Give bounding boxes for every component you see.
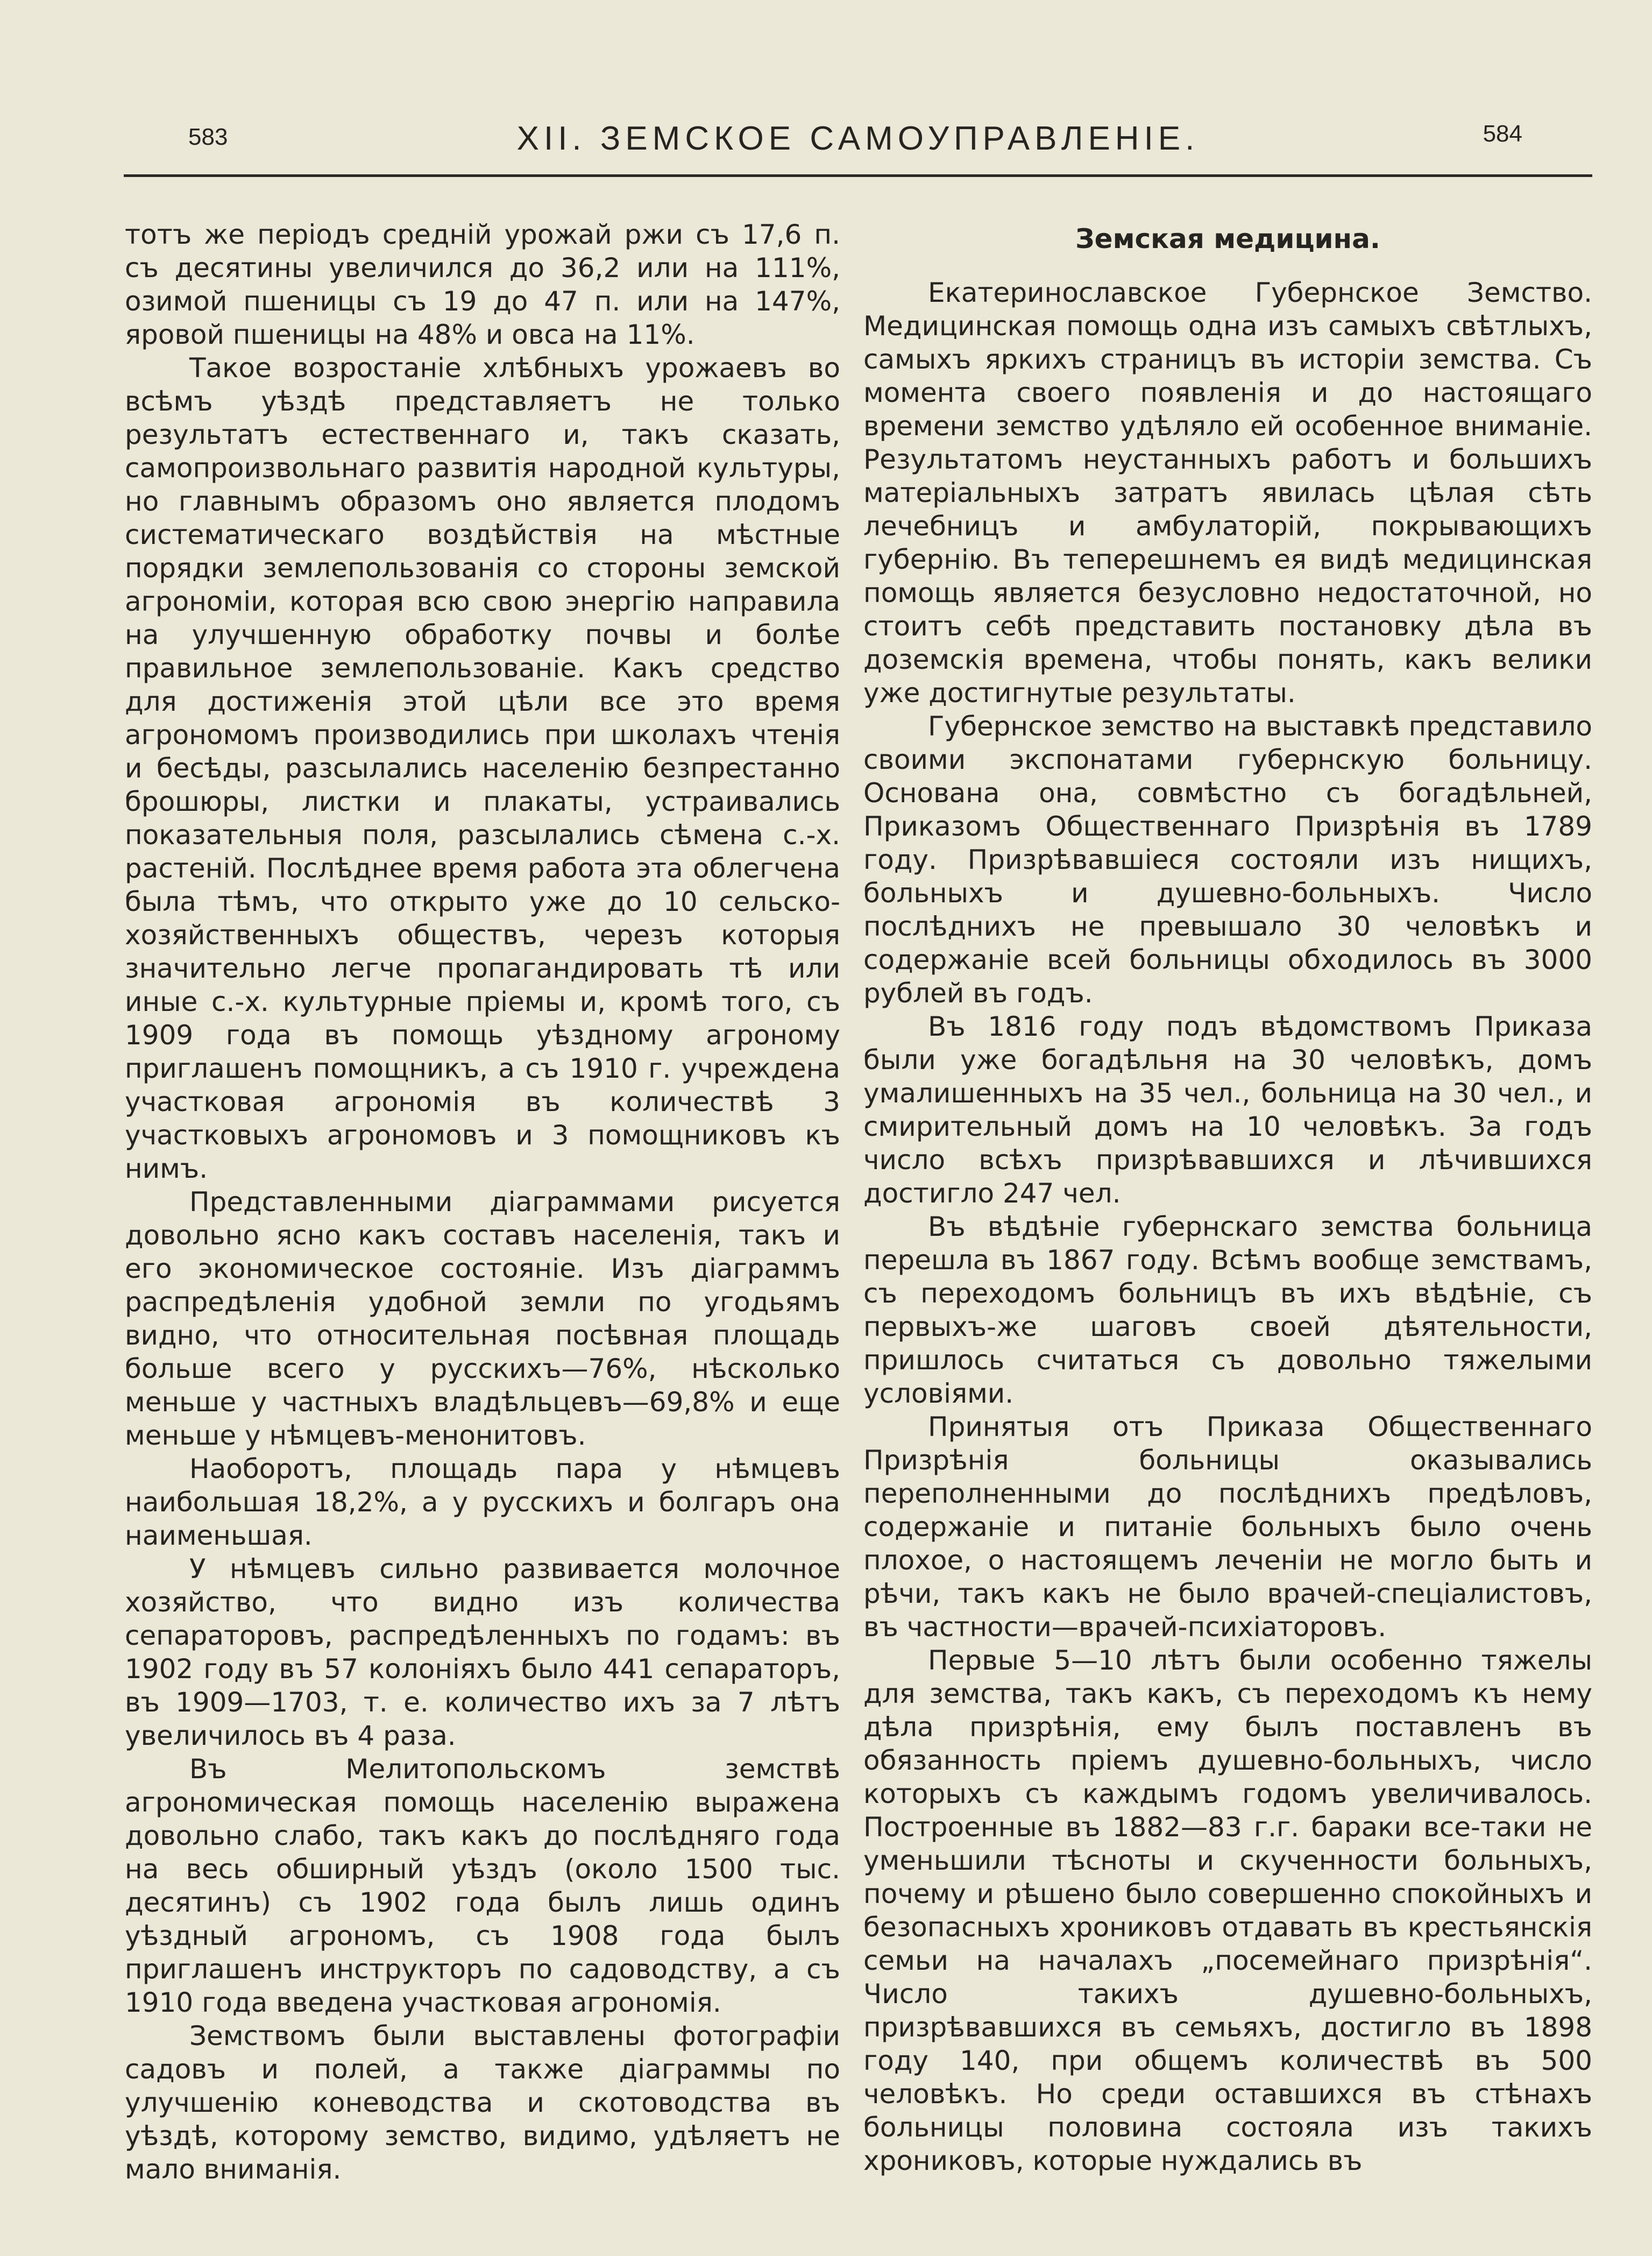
paragraph: Въ вѣдѣніе губернскаго земства больница перешла въ 1867 году. Всѣмъ вообще земствамъ, съ переходомъ больницъ въ ихъ вѣдѣніе, съ первыхъ-же шаговъ своей дѣятельности, пришлось считаться съ довольно тяжелыми условіями. [863,1211,1592,1409]
right-column [863,218,1592,2177]
paragraph: Принятыя отъ Приказа Общественнаго Призрѣнія больницы оказывались переполненными до послѣднихъ предѣловъ, содержаніе и питаніе больныхъ было очень плохое, о настоящемъ леченіи не могло быть и рѣчи, такъ какъ не было врачей-спеціалистовъ, въ частности—врачей-психіаторовъ. [863,1411,1592,1643]
page-number-left: 583 [188,124,228,150]
paragraph: Такое возростаніе хлѣбныхъ урожаевъ во всѣмъ уѣздѣ представляетъ не только результатъ естественнаго и, такъ сказать, самопроизвольнаго развитія народной культуры, но главнымъ образомъ оно является плодомъ систематическаго воздѣйствія на мѣстные порядки землепользованія со стороны земской агрономіи, которая всю свою энергію направила на улучшенную обработку почвы и болѣе правильное землепользованіе. Какъ средство для достиженія этой цѣли все это время агрономомъ производились при школахъ чтенія и бесѣды, разсылались населенію безпрестанно брошюры, листки и плакаты, устраивались показательныя поля, разсылались сѣмена с.-х. растеній. Послѣднее время работа эта облегчена была тѣмъ, что открыто уже до 10 сельско-хозяйственныхъ обществъ, черезъ которыя значительно легче пропагандировать тѣ или иные с.-х. культурные пріемы и, кромѣ того, съ 1909 года въ помощь уѣздному агроному приглашенъ помощникъ, а съ 1910 г. учреждена участковая агрономія въ количествѣ 3 участковыхъ агрономовъ и 3 помощниковъ къ нимъ. [125,352,840,1184]
paragraph: У нѣмцевъ сильно развивается молочное хозяйство, что видно изъ количества сепараторовъ, распредѣленныхъ по годамъ: въ 1902 году въ 57 колоніяхъ было 441 сепараторъ, въ 1909—1703, т. е. количество ихъ за 7 лѣтъ увеличилось въ 4 раза. [125,1553,840,1751]
paragraph: Представленными діаграммами рисуется довольно ясно какъ составъ населенія, такъ и его экономическое состояніе. Изъ діаграммъ распредѣленія удобной земли по угодьямъ видно, что относительная посѣвная площадь больше всего у русскихъ—76%, нѣсколько меньше у частныхъ владѣльцевъ—69,8% и еще меньше у нѣмцевъ-менонитовъ. [125,1186,840,1451]
page-header [124,113,1592,161]
header-rule [124,174,1592,177]
running-title: XII. ЗЕМСКОЕ САМОУПРАВЛЕНІЕ. [516,120,1200,157]
paragraph: Въ 1816 году подъ вѣдомствомъ Приказа были уже богадѣльня на 30 человѣкъ, домъ умалишенныхъ на 35 чел., больница на 30 чел., и смирительный домъ на 10 человѣкъ. За годъ число всѣхъ призрѣвавшихся и лѣчившихся достигло 247 чел. [863,1011,1592,1209]
paragraph: тотъ же періодъ средній урожай ржи съ 17,6 п. съ десятины увеличился до 36,2 или на 111%, озимой пшеницы съ 19 до 47 п. или на 147%, яровой пшеницы на 48% и овса на 11%. [125,219,840,350]
paragraph: Въ Мелитопольскомъ земствѣ агрономическая помощь населенію выражена довольно слабо, такъ какъ до послѣдняго года на весь обширный уѣздъ (около 1500 тыс. десятинъ) съ 1902 года былъ лишь одинъ уѣздный агрономъ, съ 1908 года былъ приглашенъ инструкторъ по садоводству, а съ 1910 года введена участковая агрономія. [125,1753,840,2018]
paragraph: Наоборотъ, площадь пара у нѣмцевъ наибольшая 18,2%, а у русскихъ и болгаръ она наименьшая. [125,1453,840,1551]
left-column [125,218,840,2186]
paragraph: Екатеринославское Губернское Земство. Медицинская помощь одна изъ самыхъ свѣтлыхъ, самыхъ яркихъ страницъ въ исторіи земства. Съ момента своего появленія и до настоящаго времени земство удѣляло ей особенное вниманіе. Результатомъ неустанныхъ работъ и большихъ матеріальныхъ затратъ явилась цѣлая сѣть лечебницъ и амбулаторій, покрывающихъ губернію. Въ теперешнемъ ея видѣ медицинская помощь является безусловно недостаточной, но стоитъ себѣ представить постановку дѣла въ доземскія времена, чтобы понять, какъ велики уже достигнутые результаты. [863,277,1592,709]
page-number-right: 584 [1483,121,1522,147]
paragraph: Земствомъ были выставлены фотографіи садовъ и полей, а также діаграммы по улучшенію коневодства и скотоводства въ уѣздѣ, которому земство, видимо, удѣляетъ не мало вниманія. [125,2020,840,2185]
section-title: Земская медицина. [1075,223,1380,254]
paragraph: Первые 5—10 лѣтъ были особенно тяжелы для земства, такъ какъ, съ переходомъ къ нему дѣла призрѣнія, ему былъ поставленъ въ обязанность пріемъ душевно-больныхъ, число которыхъ съ каждымъ годомъ увеличивалось. Построенные въ 1882—83 г.г. бараки все-таки не уменьшили тѣсноты и скученности больныхъ, почему и рѣшено было совершенно спокойныхъ и безопасныхъ хрониковъ отдавать въ крестьянскія семьи на началахъ „посемейнаго призрѣнія“. Число такихъ душевно-больныхъ, призрѣвавшихся въ семьяхъ, достигло въ 1898 году 140, при общемъ количествѣ въ 500 человѣкъ. Но среди оставшихся въ стѣнахъ больницы половина состояла изъ такихъ хрониковъ, которые нуждались въ [863,1645,1592,2176]
paragraph: Губернское земство на выставкѣ представило своими экспонатами губернскую больницу. Основана она, совмѣстно съ богадѣльней, Приказомъ Общественнаго Призрѣнія въ 1789 году. Призрѣвавшіеся состояли изъ нищихъ, больныхъ и душевно-больныхъ. Число послѣднихъ не превышало 30 человѣкъ и содержаніе всей больницы обходилось въ 3000 рублей въ годъ. [863,711,1592,1009]
